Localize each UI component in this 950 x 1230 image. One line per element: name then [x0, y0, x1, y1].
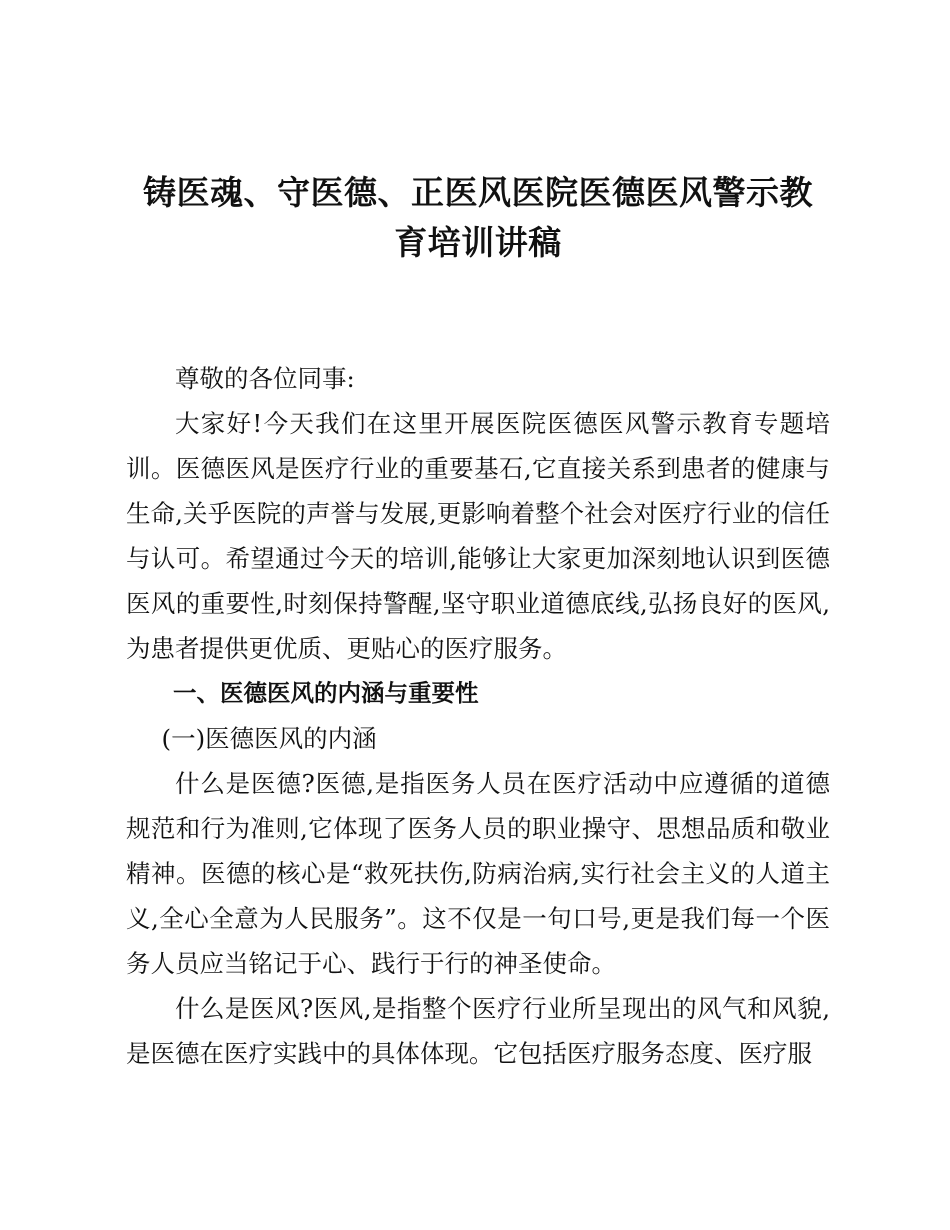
document-body — [126, 356, 830, 1076]
body-paragraph: 什么是医风?医风,是指整个医疗行业所呈现出的风气和风貌,是医德在医疗实践中的具体体现。它包括医疗服务态度、医疗服 — [126, 994, 830, 1068]
subsection-heading-1: (一)医德医风的内涵 — [161, 724, 377, 753]
title-line-2: 育培训讲稿 — [394, 223, 562, 262]
document-title — [126, 168, 830, 268]
body-paragraph: 什么是医德?医德,是指医务人员在医疗活动中应遵循的道德规范和行为准则,它体现了医务人员的职业操守、思想品质和敬业精神。医德的核心是“救死扶伤,防病治病,实行社会主义的人道主义,全心全意为人民服务”。这不仅是一句口号,更是我们每一个医务人员应当铭记于心、践行于行的神圣使命。 — [126, 769, 830, 978]
title-line-1: 铸医魂、守医德、正医风医院医德医风警示教 — [143, 173, 813, 212]
section-heading-1: 一、医德医风的内涵与重要性 — [173, 679, 479, 707]
salutation: 尊敬的各位同事: — [175, 364, 355, 393]
intro-paragraph: 大家好!今天我们在这里开展医院医德医风警示教育专题培训。医德医风是医疗行业的重要基石,它直接关系到患者的健康与生命,关乎医院的声誉与发展,更影响着整个社会对医疗行业的信任与认可。希望通过今天的培训,能够让大家更加深刻地认识到医德医风的重要性,时刻保持警醒,坚守职业道德底线,弘扬良好的医风,为患者提供更优质、更贴心的医疗服务。 — [126, 409, 830, 663]
